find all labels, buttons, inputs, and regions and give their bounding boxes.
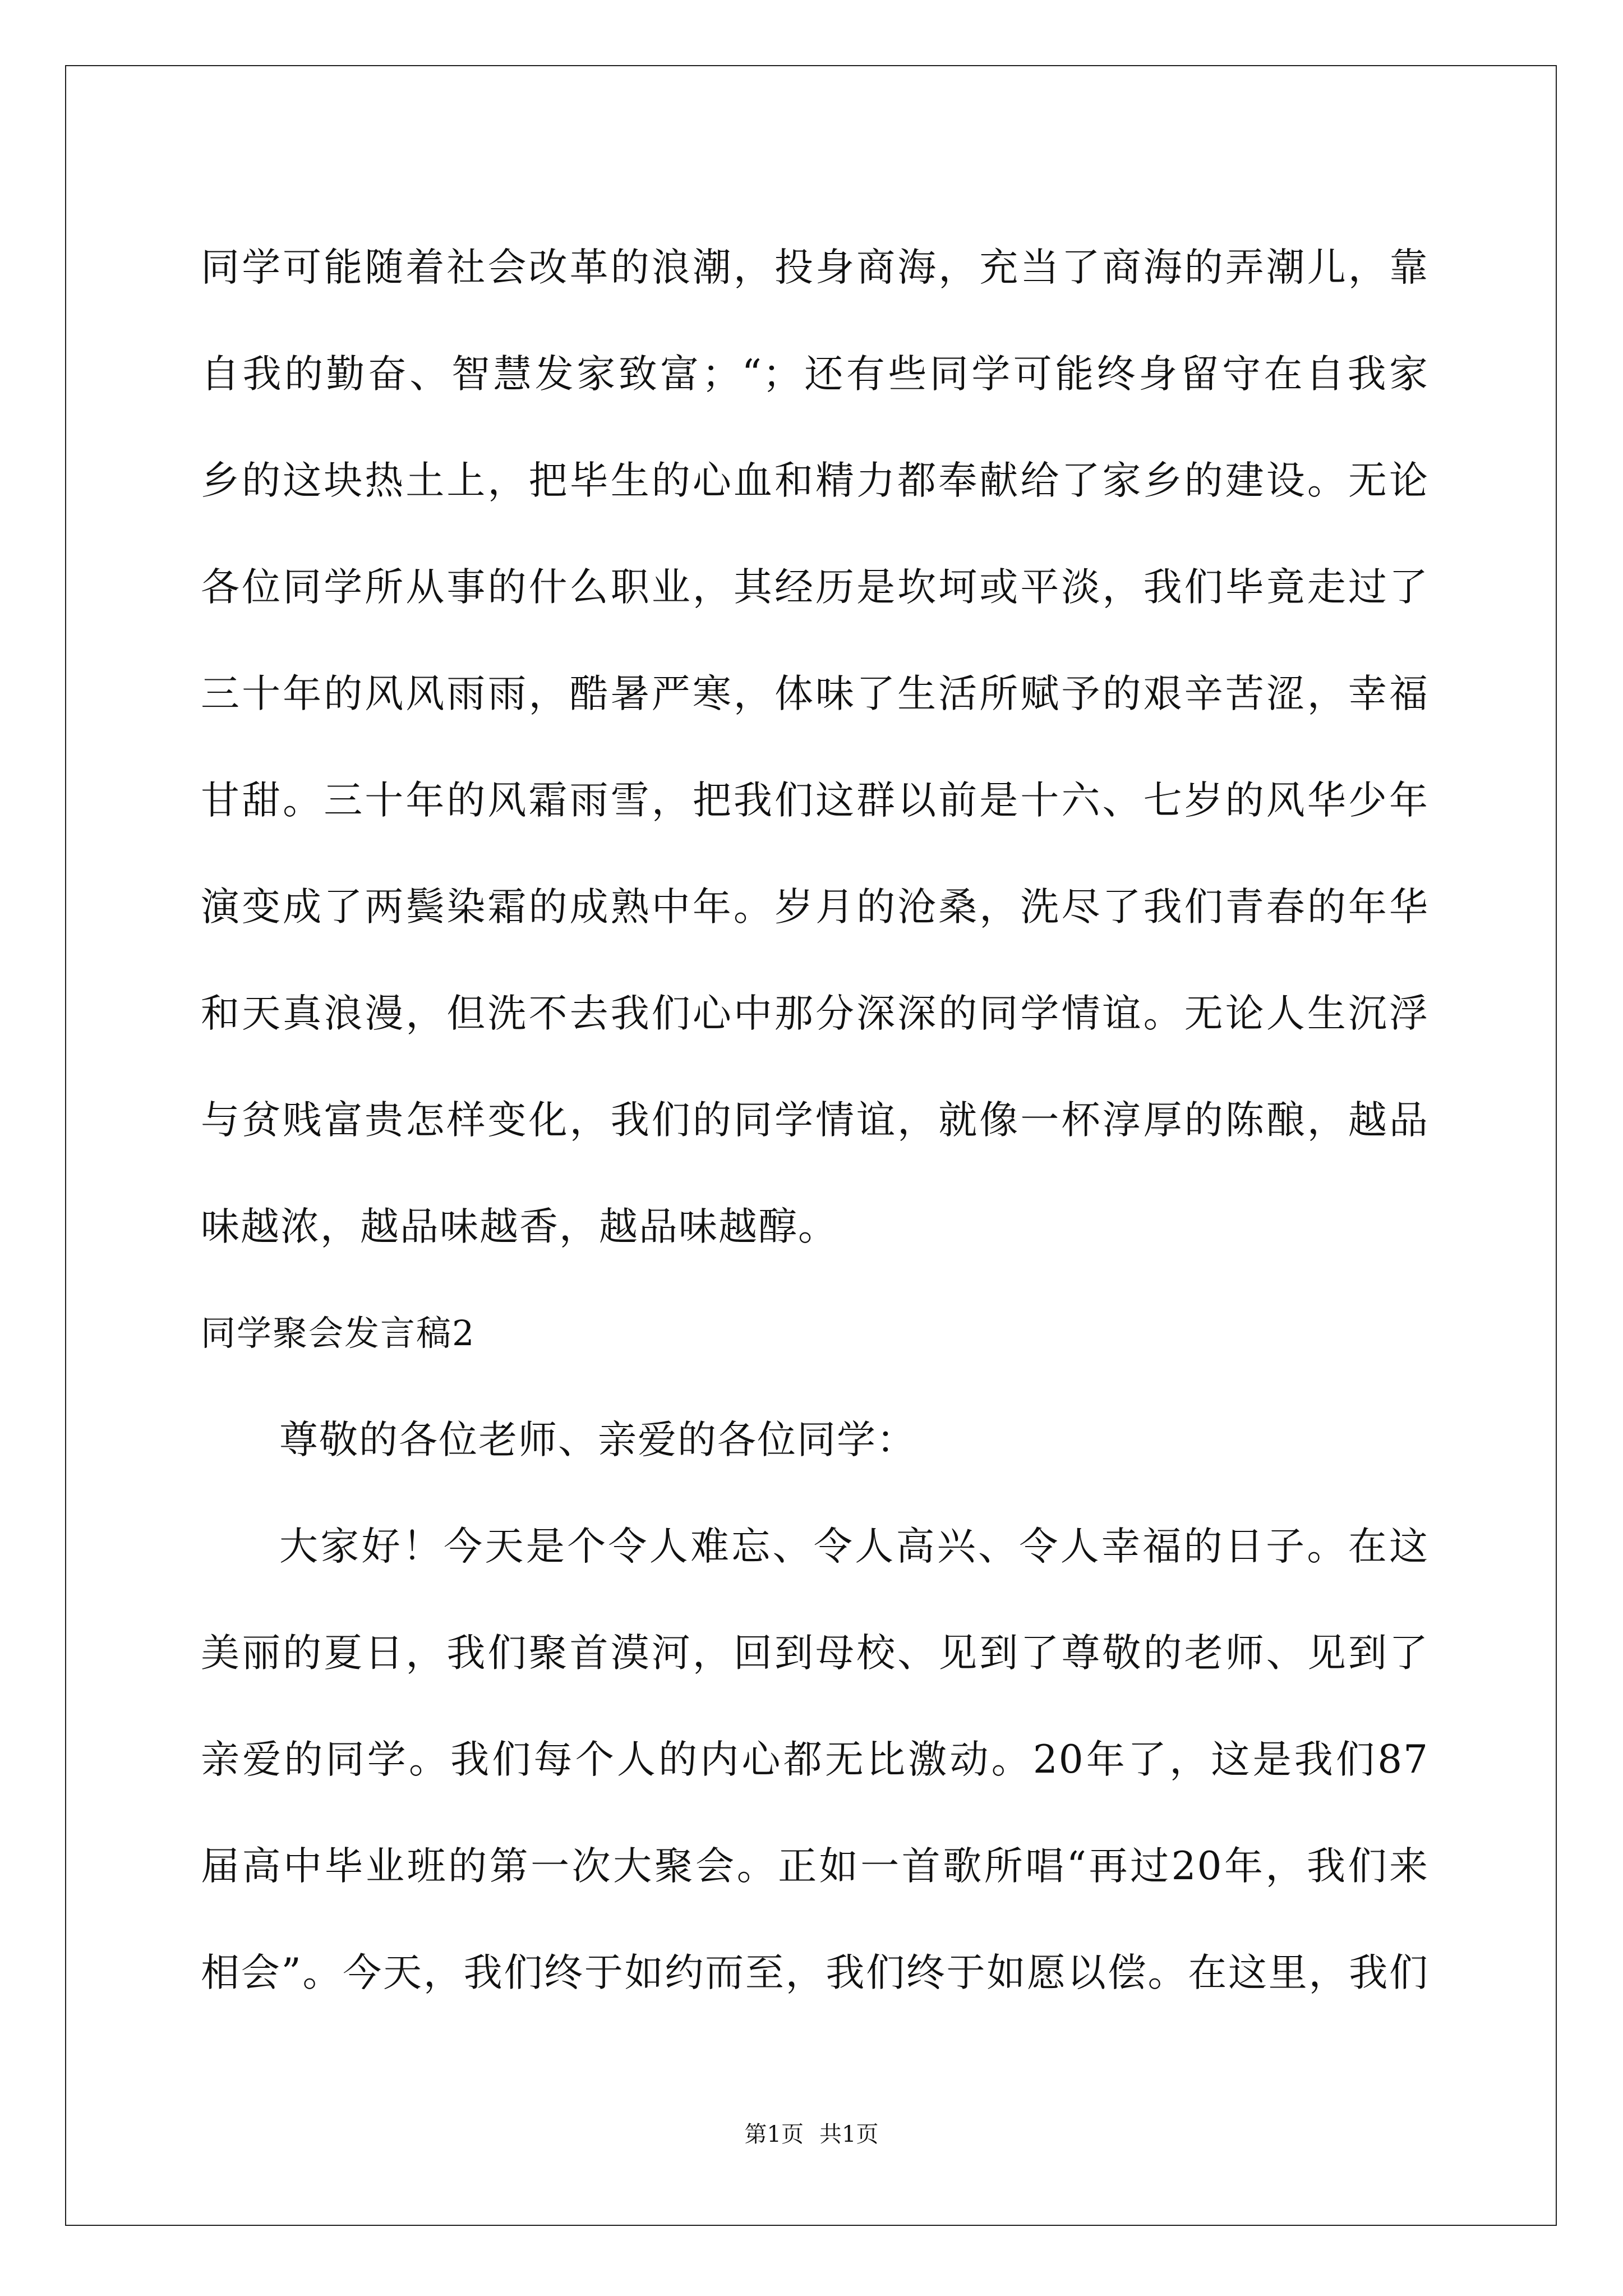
text-line: 乡的这块热土上，把毕生的心血和精力都奉献给了家乡的建设。无论 — [201, 458, 1429, 503]
text-line: 甘甜。三十年的风霜雨雪，把我们这群以前是十六、七岁的风华少年 — [201, 778, 1429, 823]
text-line: 各位同学所从事的什么职业，其经历是坎坷或平淡，我们毕竟走过了 — [201, 565, 1429, 610]
page-number: 第1页 — [744, 2122, 804, 2147]
text-line: 相会”。今天，我们终于如约而至，我们终于如愿以偿。在这里，我们 — [201, 1950, 1429, 1995]
text-line: 三十年的风风雨雨，酷暑严寒，体味了生活所赋予的艰辛苦涩，幸福 — [201, 671, 1429, 716]
document-body — [201, 214, 1429, 2026]
page-total: 共1页 — [819, 2122, 879, 2147]
text-line: 和天真浪漫，但洗不去我们心中那分深深的同学情谊。无论人生沉浮 — [201, 991, 1429, 1036]
section-title: 同学聚会发言稿2 — [201, 1313, 476, 1354]
text-line: 美丽的夏日，我们聚首漠河，回到母校、见到了尊敬的老师、见到了 — [201, 1631, 1429, 1676]
paragraph-1 — [201, 214, 1429, 1280]
text-line: 届高中毕业班的第一次大聚会。正如一首歌所唱“再过20年，我们来 — [201, 1844, 1429, 1889]
text-line: 演变成了两鬓染霜的成熟中年。岁月的沧桑，洗尽了我们青春的年华 — [201, 885, 1429, 930]
text-line: 同学可能随着社会改革的浪潮，投身商海，充当了商海的弄潮儿，靠 — [201, 245, 1429, 290]
text-line: 自我的勤奋、智慧发家致富；“；还有些同学可能终身留守在自我家 — [201, 352, 1429, 397]
text-line: 味越浓，越品味越香，越品味越醇。 — [201, 1204, 838, 1249]
salutation: 尊敬的各位老师、亲爱的各位同学： — [279, 1418, 916, 1462]
text-line: 亲爱的同学。我们每个人的内心都无比激动。20年了，这是我们87 — [201, 1737, 1429, 1782]
page-footer — [0, 2116, 1623, 2148]
text-line: 与贫贱富贵怎样变化，我们的同学情谊，就像一杯淳厚的陈酿，越品 — [201, 1098, 1429, 1143]
paragraph-2 — [201, 1493, 1429, 2026]
text-line: 大家好！今天是个令人难忘、令人高兴、令人幸福的日子。在这 — [279, 1524, 1429, 1569]
